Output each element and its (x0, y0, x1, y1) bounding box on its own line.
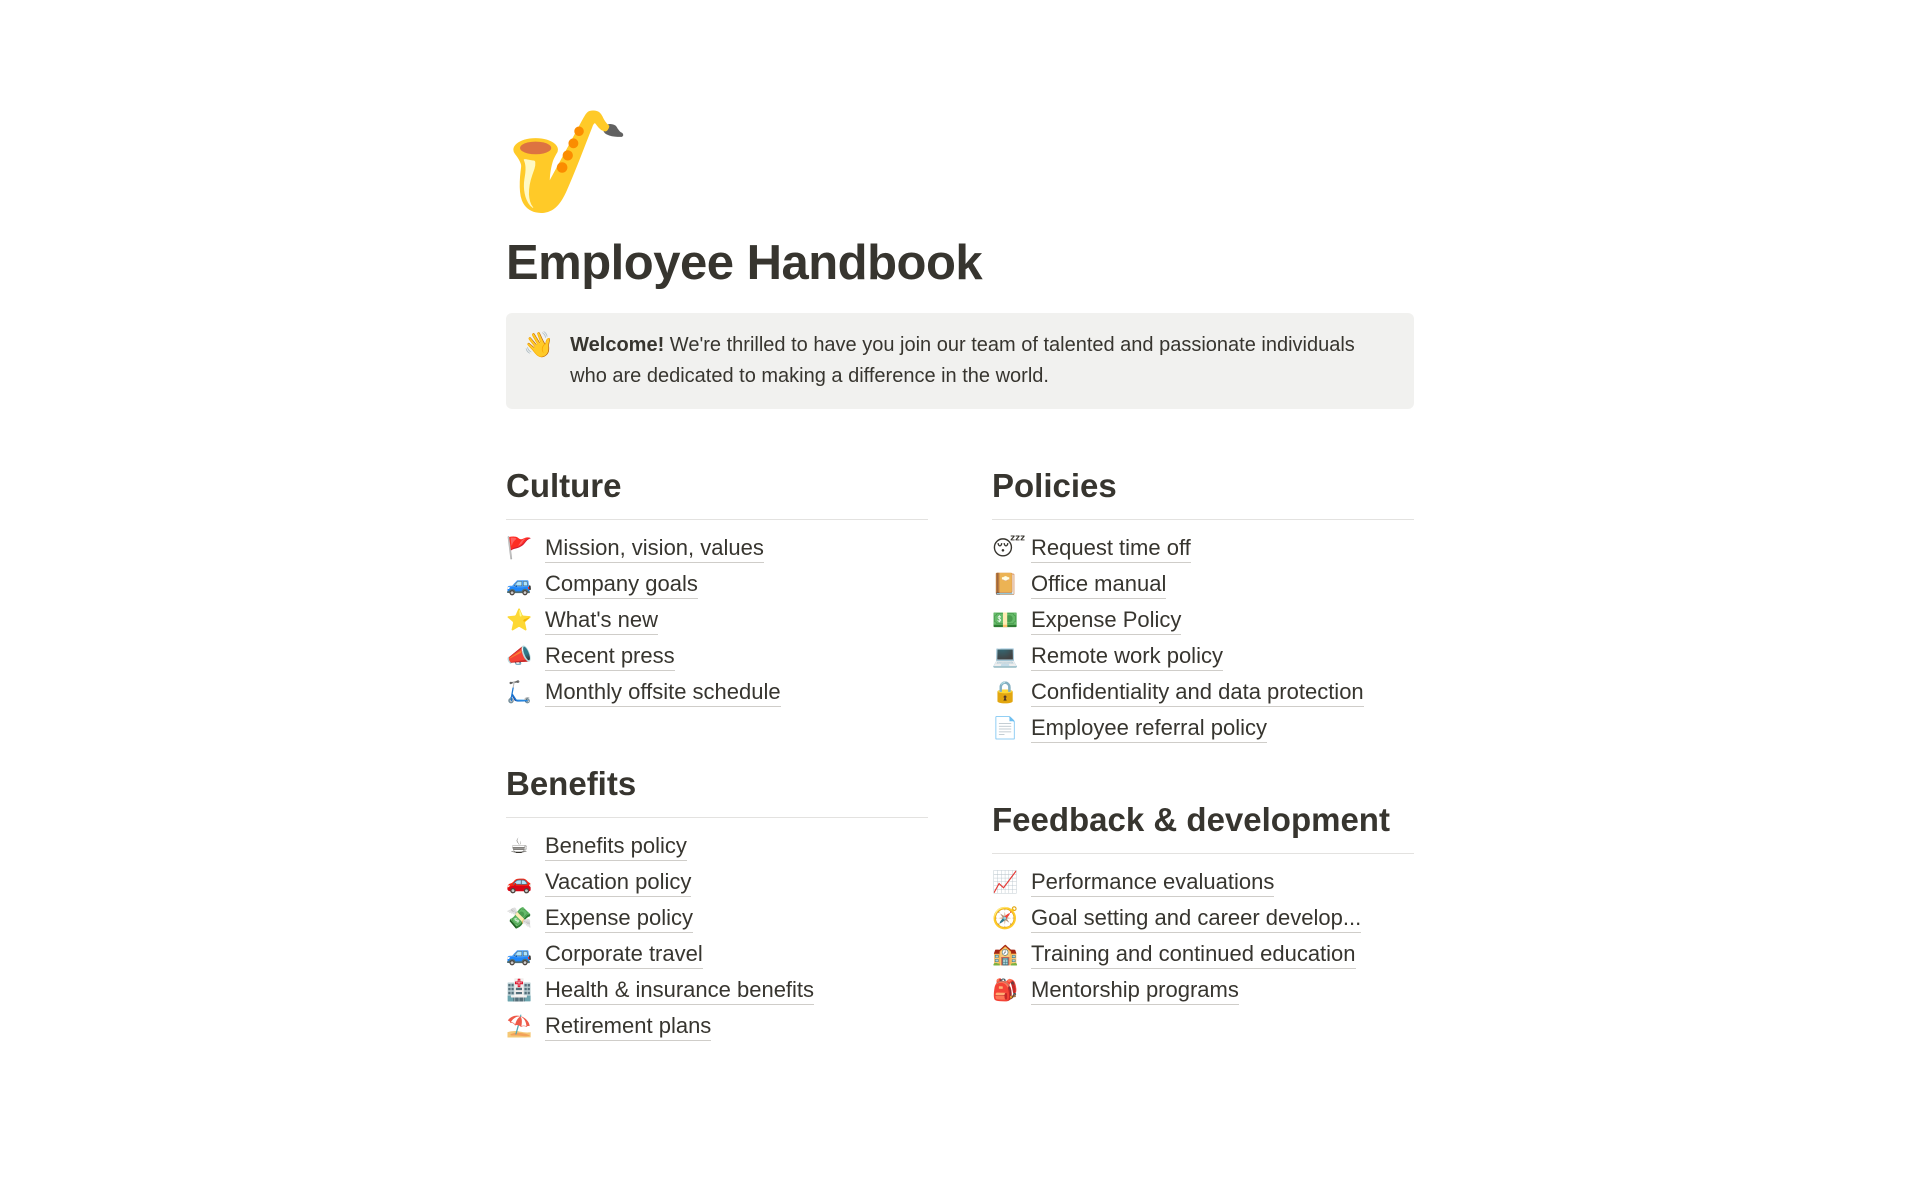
triangular-flag-icon: 🚩 (506, 537, 533, 561)
waving-hand-icon: 👋 (523, 330, 555, 359)
blue-car-icon: 🚙 (506, 943, 533, 967)
list-item (992, 570, 1414, 597)
link-office-manual[interactable]: Office manual (1031, 572, 1166, 599)
list-item (506, 940, 928, 967)
link-monthly-offsite-schedule[interactable]: Monthly offsite schedule (545, 680, 781, 707)
list-item (506, 976, 928, 1003)
section-heading-benefits: Benefits (506, 763, 928, 818)
welcome-callout-bold: Welcome! (570, 333, 665, 356)
link-corporate-travel[interactable]: Corporate travel (545, 942, 703, 969)
link-benefits-policy[interactable]: Benefits policy (545, 834, 687, 861)
culture-link-list (506, 534, 928, 705)
megaphone-icon: 📣 (506, 645, 533, 669)
link-recent-press[interactable]: Recent press (545, 644, 675, 671)
list-item (992, 904, 1414, 931)
compass-icon: 🧭 (992, 907, 1019, 931)
lock-icon: 🔒 (992, 681, 1019, 705)
blue-car-icon: 🚙 (506, 573, 533, 597)
link-training-continued-education[interactable]: Training and continued education (1031, 942, 1356, 969)
list-item (992, 976, 1414, 1003)
section-heading-culture: Culture (506, 465, 928, 520)
notebook-icon: 📔 (992, 573, 1019, 597)
section-heading-policies: Policies (992, 465, 1414, 520)
feedback-link-list (992, 868, 1414, 1003)
money-with-wings-icon: 💸 (506, 907, 533, 931)
list-item (992, 868, 1414, 895)
link-health-insurance-benefits[interactable]: Health & insurance benefits (545, 978, 814, 1005)
notion-page (506, 0, 1414, 1051)
link-retirement-plans[interactable]: Retirement plans (545, 1014, 711, 1041)
link-performance-evaluations[interactable]: Performance evaluations (1031, 870, 1274, 897)
link-company-goals[interactable]: Company goals (545, 572, 698, 599)
list-item (992, 940, 1414, 967)
coffee-cup-icon: ☕ (509, 835, 529, 859)
kick-scooter-icon: 🛴 (506, 681, 533, 705)
left-column (506, 465, 928, 1052)
dollar-banknote-icon: 💵 (992, 609, 1019, 633)
link-request-time-off[interactable]: Request time off (1031, 536, 1191, 563)
link-goal-setting-career-development[interactable]: Goal setting and career develop... (1031, 906, 1361, 933)
list-item (506, 904, 928, 931)
hospital-icon: 🏥 (506, 979, 533, 1003)
link-confidentiality-data-protection[interactable]: Confidentiality and data protection (1031, 680, 1364, 707)
section-culture (506, 465, 928, 705)
section-benefits (506, 763, 928, 1039)
list-item (506, 868, 928, 895)
red-car-icon: 🚗 (506, 871, 533, 895)
list-item (992, 606, 1414, 633)
policies-link-list (992, 534, 1414, 741)
benefits-link-list (506, 832, 928, 1039)
list-item (992, 534, 1414, 561)
list-item (992, 714, 1414, 741)
chart-increasing-icon: 📈 (992, 871, 1019, 895)
page-icon: 📄 (992, 717, 1019, 741)
list-item (506, 678, 928, 705)
list-item (506, 832, 928, 859)
backpack-icon: 🎒 (992, 979, 1019, 1003)
sleeping-face-icon: 😴 (992, 537, 1026, 561)
link-expense-policy-doc[interactable]: Expense Policy (1031, 608, 1181, 635)
section-feedback-development (992, 799, 1414, 1003)
section-policies (992, 465, 1414, 741)
list-item (506, 534, 928, 561)
link-vacation-policy[interactable]: Vacation policy (545, 870, 691, 897)
welcome-callout (506, 313, 1414, 409)
link-whats-new[interactable]: What's new (545, 608, 658, 635)
welcome-callout-text (570, 330, 1392, 392)
link-mission-vision-values[interactable]: Mission, vision, values (545, 536, 764, 563)
laptop-icon: 💻 (992, 645, 1019, 669)
link-remote-work-policy[interactable]: Remote work policy (1031, 644, 1223, 671)
list-item (506, 1012, 928, 1039)
star-icon: ⭐ (506, 609, 533, 633)
link-employee-referral-policy[interactable]: Employee referral policy (1031, 716, 1267, 743)
right-column (992, 465, 1414, 1052)
beach-umbrella-icon: ⛱️ (506, 1015, 533, 1039)
link-expense-policy[interactable]: Expense policy (545, 906, 693, 933)
list-item (506, 606, 928, 633)
welcome-callout-body: We're thrilled to have you join our team of talented and passionate individuals who are dedicated to making a difference in the world. (570, 333, 1355, 387)
page-icon-saxophone-emoji[interactable]: 🎷 (506, 106, 631, 218)
two-column-layout (506, 465, 1414, 1052)
list-item (992, 678, 1414, 705)
list-item (506, 570, 928, 597)
page-title: Employee Handbook (506, 236, 983, 290)
link-mentorship-programs[interactable]: Mentorship programs (1031, 978, 1239, 1005)
list-item (992, 642, 1414, 669)
school-icon: 🏫 (992, 943, 1019, 967)
section-heading-feedback-development: Feedback & development (992, 799, 1414, 854)
list-item (506, 642, 928, 669)
